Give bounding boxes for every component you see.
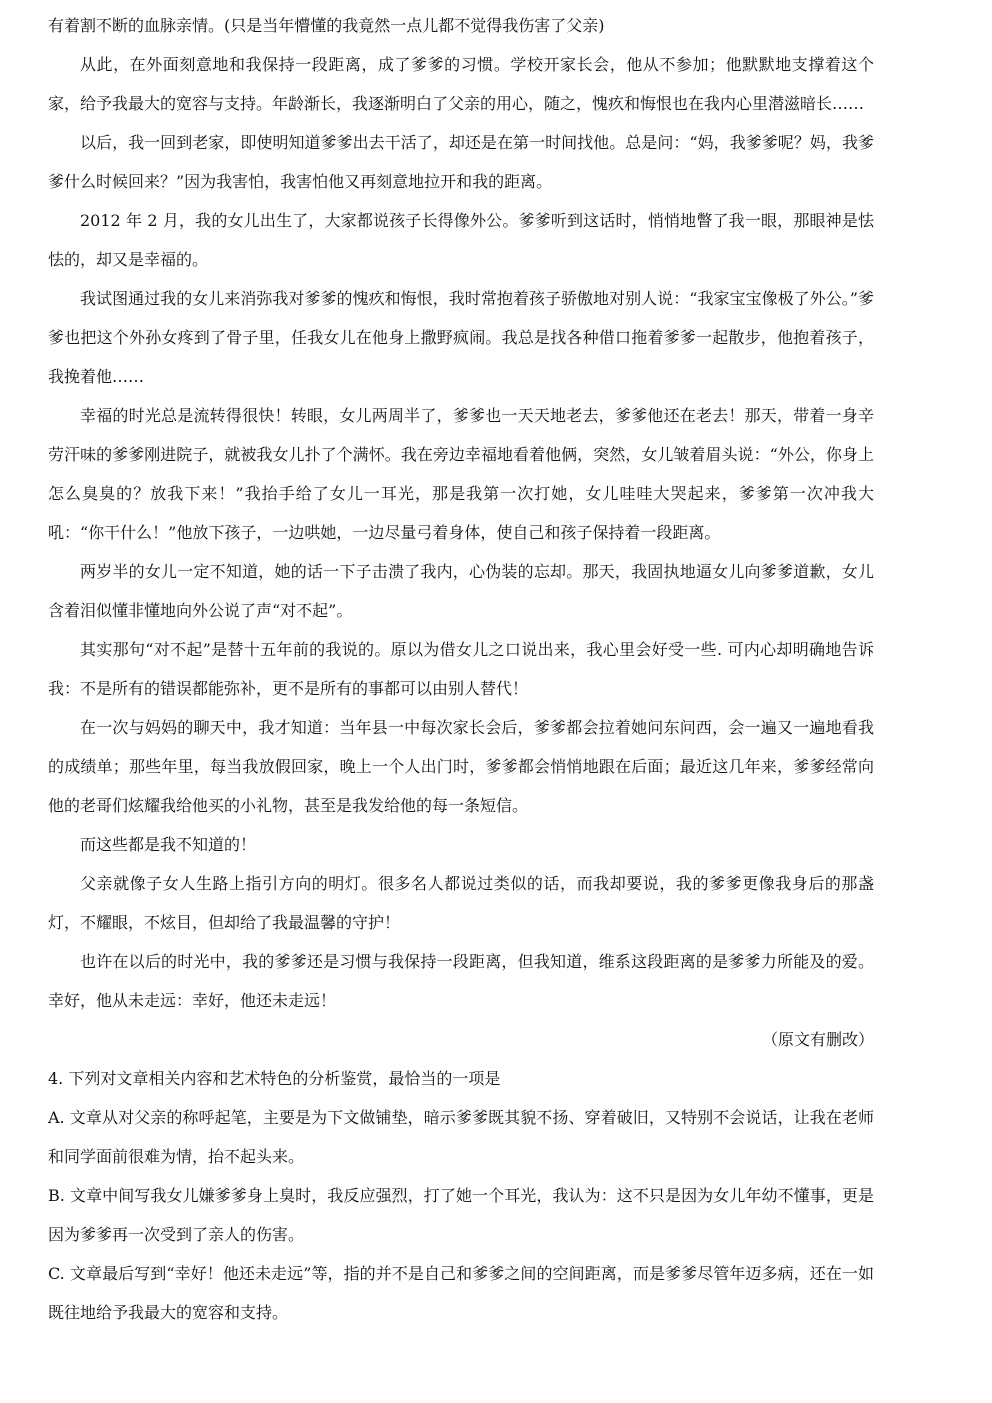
question-stem: 4. 下列对文章相关内容和艺术特色的分析鉴赏，最恰当的一项是 — [48, 1069, 501, 1088]
article-paragraph: 其实那句“对不起”是替十五年前的我说的。原以为借女儿之口说出来，我心里会好受一些. 可内心却明确地告诉我：不是所有的错误都能弥补，更不是所有的事都可以由别人替代！ — [48, 640, 874, 698]
document-page — [48, 6, 874, 1332]
article-paragraph: 有着割不断的血脉亲情。(只是当年懵懂的我竟然一点儿都不觉得我伤害了父亲) — [48, 16, 605, 35]
option-c: C. 文章最后写到“幸好！他还未走远”等，指的并不是自己和爹爹之间的空间距离，而是爹爹尽管年迈多病，还在一如既往地给予我最大的宽容和支持。 — [48, 1264, 874, 1322]
option-a: A. 文章从对父亲的称呼起笔，主要是为下文做铺垫，暗示爹爹既其貌不扬、穿着破旧，又特别不会说话，让我在老师和同学面前很难为情，抬不起头来。 — [48, 1108, 874, 1166]
article-paragraph: 也许在以后的时光中，我的爹爹还是习惯与我保持一段距离，但我知道，维系这段距离的是爹爹力所能及的爱。幸好，他从未走远：幸好，他还未走远！ — [48, 952, 874, 1010]
article-paragraph: 在一次与妈妈的聊天中，我才知道：当年县一中每次家长会后，爹爹都会拉着她问东问西，会一遍又一遍地看我的成绩单；那些年里，每当我放假回家，晚上一个人出门时，爹爹都会悄悄地跟在后面；最近这几年来，爹爹经常向他的老哥们炫耀我给他买的小礼物，甚至是我发给他的每一条短信。 — [48, 718, 874, 815]
source-note: （原文有删改） — [761, 1030, 874, 1049]
option-b: B. 文章中间写我女儿嫌爹爹身上臭时，我反应强烈，打了她一个耳光，我认为：这不只是因为女儿年幼不懂事，更是因为爹爹再一次受到了亲人的伤害。 — [48, 1186, 874, 1244]
article-paragraph: 我试图通过我的女儿来消弥我对爹爹的愧疚和悔恨，我时常抱着孩子骄傲地对别人说：“我家宝宝像极了外公。”爹爹也把这个外孙女疼到了骨子里，任我女儿在他身上撒野疯闹。我总是找各种借口拖着爹爹一起散步，他抱着孩子，我挽着他…… — [48, 289, 874, 386]
article-paragraph: 两岁半的女儿一定不知道，她的话一下子击溃了我内，心伪装的忘却。那天，我固执地逼女儿向爹爹道歉，女儿含着泪似懂非懂地向外公说了声“对不起”。 — [48, 562, 874, 620]
article-paragraph: 从此，在外面刻意地和我保持一段距离，成了爹爹的习惯。学校开家长会，他从不参加；他默默地支撑着这个家，给予我最大的宽容与支持。年龄渐长，我逐渐明白了父亲的用心，随之，愧疚和悔恨也在我内心里潜滋暗长…… — [48, 55, 874, 113]
article-paragraph: 2012 年 2 月，我的女儿出生了，大家都说孩子长得像外公。爹爹听到这话时，悄悄地瞥了我一眼，那眼神是怯怯的，却又是幸福的。 — [48, 211, 874, 269]
article-paragraph: 幸福的时光总是流转得很快！转眼，女儿两周半了，爹爹也一天天地老去，爹爹他还在老去！那天，带着一身辛劳汗味的爹爹刚进院子，就被我女儿扑了个满怀。我在旁边幸福地看着他俩，突然，女儿皱着眉头说：“外公，你身上怎么臭臭的？放我下来！”我抬手给了女儿一耳光，那是我第一次打她，女儿哇哇大哭起来，爹爹第一次冲我大吼：“你干什么！”他放下孩子，一边哄她，一边尽量弓着身体，使自己和孩子保持着一段距离。 — [48, 406, 874, 542]
article-paragraph: 父亲就像子女人生路上指引方向的明灯。很多名人都说过类似的话，而我却要说，我的爹爹更像我身后的那盏灯，不耀眼，不炫目，但却给了我最温馨的守护！ — [48, 874, 874, 932]
article-paragraph: 以后，我一回到老家，即使明知道爹爹出去干活了，却还是在第一时间找他。总是问：“妈，我爹爹呢？妈，我爹爹什么时候回来？”因为我害怕，我害怕他又再刻意地拉开和我的距离。 — [48, 133, 874, 191]
article-paragraph: 而这些都是我不知道的！ — [80, 835, 257, 854]
